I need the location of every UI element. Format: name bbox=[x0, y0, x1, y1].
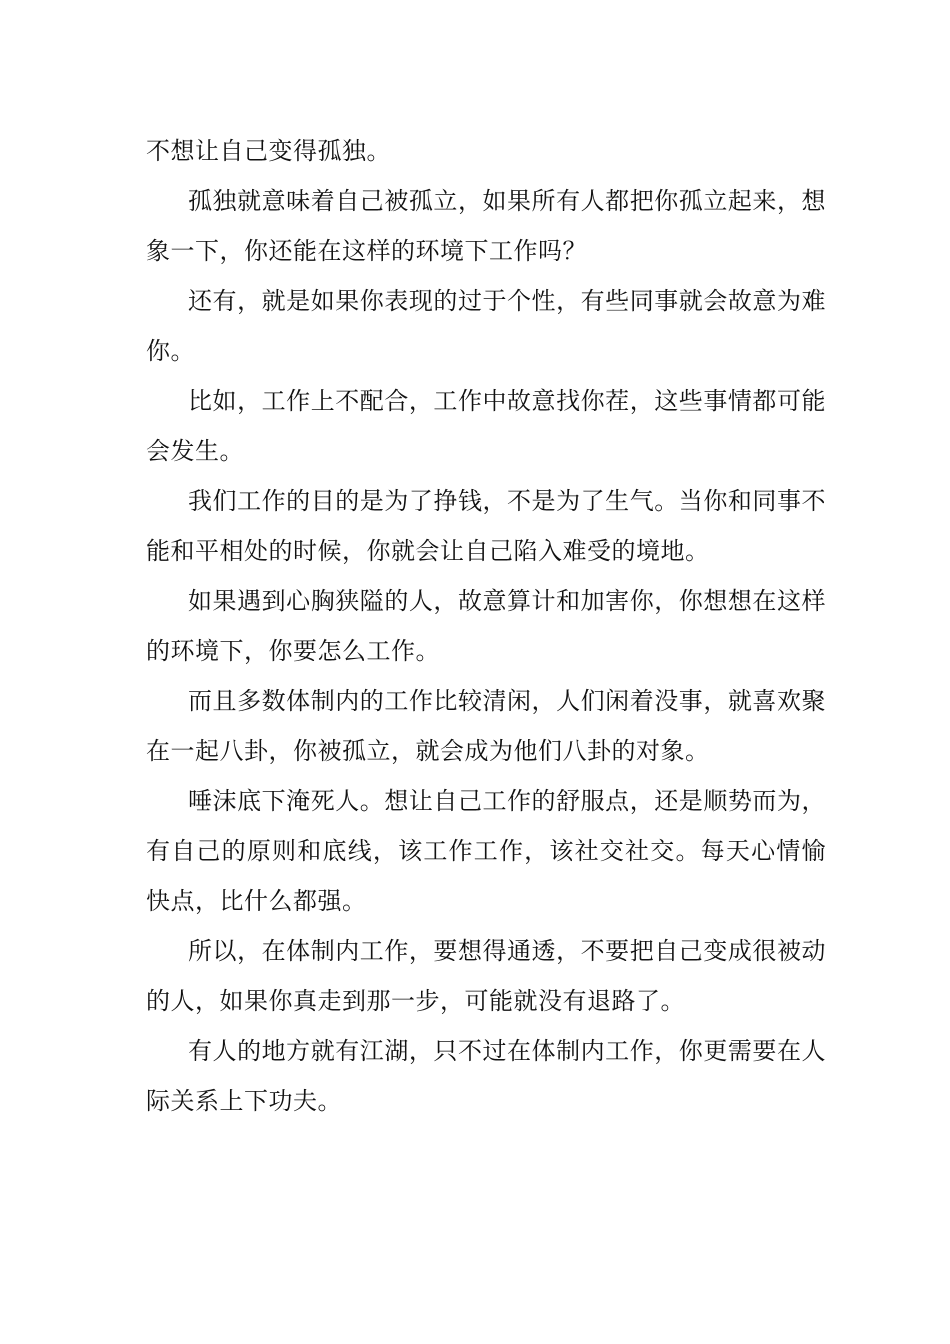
paragraph-8: 唾沫底下淹死人。想让自己工作的舒服点，还是顺势而为，有自己的原则和底线，该工作工作，该社交社交。每天心情愉快点，比什么都强。 bbox=[146, 787, 826, 915]
paragraph-3: 还有，就是如果你表现的过于个性，有些同事就会故意为难你。 bbox=[146, 287, 826, 365]
paragraph-1: 不想让自己变得孤独。 bbox=[146, 137, 391, 165]
paragraph-6: 如果遇到心胸狭隘的人，故意算计和加害你，你想想在这样的环境下，你要怎么工作。 bbox=[146, 587, 826, 665]
paragraph-10: 有人的地方就有江湖，只不过在体制内工作，你更需要在人际关系上下功夫。 bbox=[146, 1037, 826, 1115]
paragraph-9: 所以，在体制内工作，要想得通透，不要把自己变成很被动的人，如果你真走到那一步，可能就没有退路了。 bbox=[146, 937, 826, 1015]
paragraph-5: 我们工作的目的是为了挣钱，不是为了生气。当你和同事不能和平相处的时候，你就会让自己陷入难受的境地。 bbox=[146, 487, 826, 565]
paragraph-2: 孤独就意味着自己被孤立，如果所有人都把你孤立起来，想象一下，你还能在这样的环境下工作吗？ bbox=[146, 187, 826, 265]
paragraph-7: 而且多数体制内的工作比较清闲，人们闲着没事，就喜欢聚在一起八卦，你被孤立，就会成为他们八卦的对象。 bbox=[146, 687, 826, 765]
document-body bbox=[146, 126, 826, 1126]
paragraph-4: 比如，工作上不配合，工作中故意找你茬，这些事情都可能会发生。 bbox=[146, 387, 826, 465]
